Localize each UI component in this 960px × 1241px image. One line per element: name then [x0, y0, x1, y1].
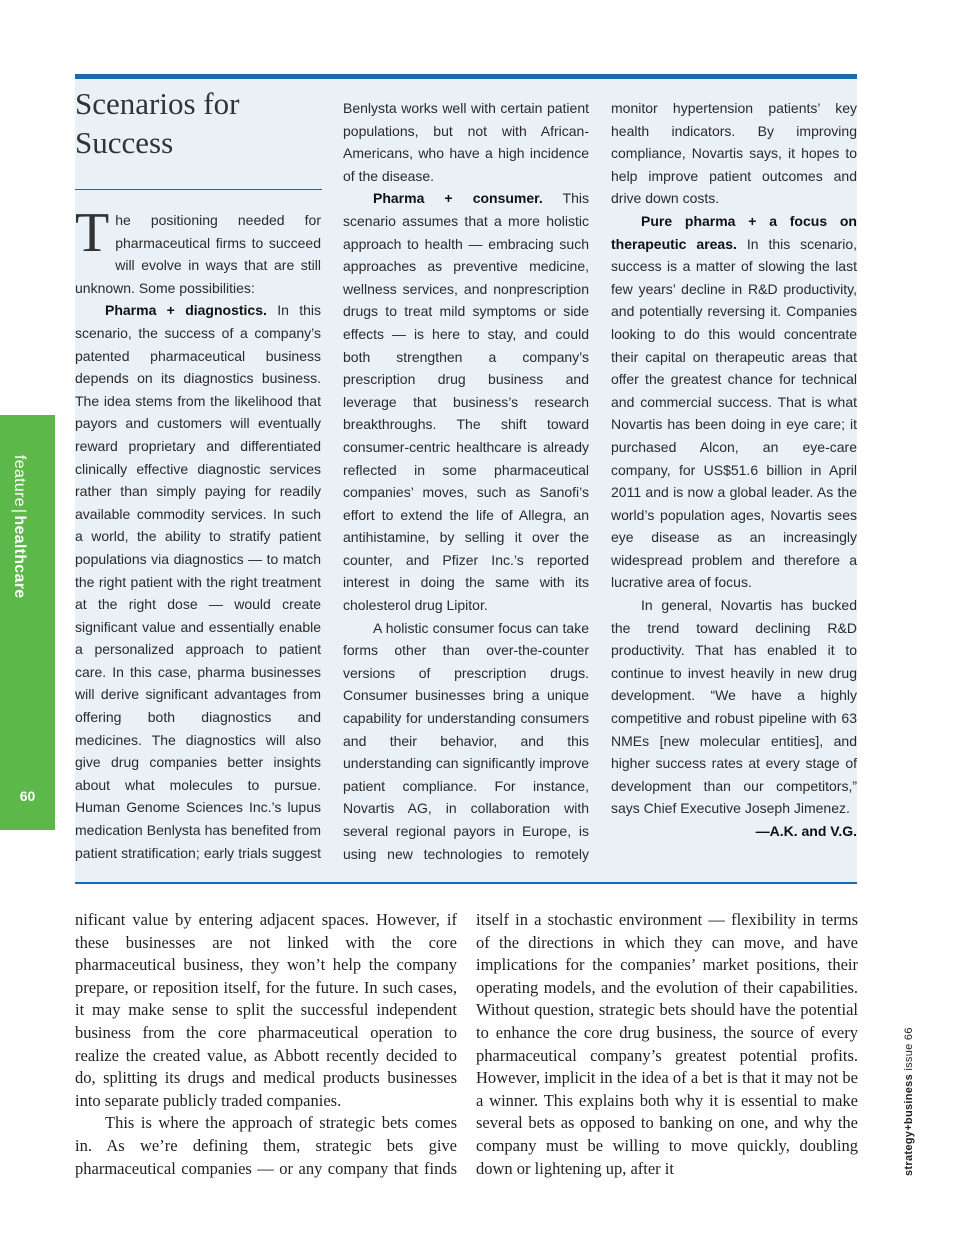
- body-pure-pharma: In this scenario, success is a matter of slowing the last few years’ decline in R&D productivity, and potentially reversing it. Companies looking to do this would concentrate their capital on therapeutic areas that offer the greatest chance for technical and commercial success. That is what Novartis has been doing in eye care; it purchased Alcon, an eye-care company, for US$51.6 billion in April 2011 and is now a global leader. As the world’s population ages, Novartis sees eye disease as an increasingly widespread problem and therefore a lucrative area of focus.: [611, 235, 857, 591]
- sidebar-bottom-rule: [75, 882, 857, 884]
- body-diagnostics: In this scenario, the success of a company’s patented pharmaceutical business depends on its diagnostics business. The idea stems from the likelihood that payors and customers will eventually reward proprietary and differentiated clinically effective diagnostic services rather than simply paying for readily available commodity services. In such a world, the ability to stratify patient populations via diagnostics — to match the right patient with the right treatment at the right dose — would create significant value and essentially enable a personalized approach to patient care. In this case, pharma businesses will derive significant advantages from offering both diagnostics and medicines. The diagnostics will also give drug companies better insights about what molecules to pursue. Human Genome Sciences Inc.’s lupus medication Benlysta has benefited from patient stratification; early trials suggest Benlysta works well with certain patient populations, but not with African-Americans, who have a high incidence of the disease.: [75, 100, 589, 861]
- paragraph-consumer: [343, 187, 589, 616]
- sidebar-intro: [75, 202, 321, 299]
- heading-diagnostics: Pharma + diagnostics.: [105, 302, 267, 319]
- section-label-bold: healthcare: [11, 515, 28, 599]
- paragraph-novartis: In general, Novartis has bucked the trend toward declining R&D productivity. That has enabled it to continue to invest heavily in new drug development. “We have a highly competitive and robust pipeline with 63 NMEs [new molecular entities], and higher success rates at every stage of development than our competitors,” says Chief Executive Joseph Jimenez.: [611, 597, 857, 817]
- body-paragraph-2: This is where the approach of strategic bets comes in. As we’re defining them, strategic bets give pharmaceutical companies — or any company that finds itself in a stochastic environment — flexibility in terms of the directions in which they can move, and have implications for the companies’ market positions, their operating models, and the evolution of their capabilities. Without question, strategic bets should have the potential to enhance the core drug business, the source of every pharmaceutical company’s greatest potential profits. However, implicit in the idea of a bet is that it may not be a winner. This explains both why it is essential to make several bets as opposed to banking on one, and why the company must be willing to move quickly, doubling down or lightening up, after it: [75, 910, 858, 1178]
- folio-publication: strategy+business: [903, 1073, 915, 1176]
- signature: —A.K. and V.G.: [755, 823, 857, 839]
- body-paragraph-1: nificant value by entering adjacent spaces. However, if these businesses are not linked with the core pharmaceutical business, they won’t help the company prepare, or reposition itself, for the future. In such cases, it may make sense to split the successful independent business from the core pharmaceutical operation to realize the created value, as Abbott recently decided to do, splitting its drugs and medical products businesses into separate publicly traded companies.: [75, 910, 457, 1110]
- body-text: [75, 909, 858, 1181]
- sidebar-title: Scenarios for Success: [75, 86, 240, 160]
- intro-text: he positioning needed for pharmaceutical firms to succeed will evolve in ways that are still unknown. Some possibilities:: [75, 212, 321, 296]
- title-spacer: [75, 97, 321, 209]
- folio-issue: issue 66: [903, 1027, 915, 1074]
- folio: [903, 1027, 915, 1176]
- section-label: feature|healthcare: [11, 455, 28, 599]
- paragraph-holistic: A holistic consumer focus can take forms other than over-the-counter versions of prescription drugs. Consumer businesses bring a unique capability for understanding consumers and their behavior, and this understanding can significantly improve patient compliance. For instance, Novartis AG, in collaboration with several regional payors in Europe, is using new technologies to remotely monitor hypertension patients’ key health indicators. By improving compliance, Novartis says, it hopes to help improve patient outcomes and drive down costs.: [343, 100, 857, 862]
- section-label-light: feature: [11, 455, 28, 507]
- heading-pure-pharma: Pure pharma + a focus on therapeutic areas.: [611, 212, 857, 252]
- body-consumer: This scenario assumes that a more holistic approach to health — embracing such approaches as preventive medicine, wellness services, and nonprescription drugs to treat mild symptoms or side effects — is here to stay, and could both strengthen a company’s prescription drug business and leverage that business’s research breakthroughs. The shift toward consumer-centric healthcare is already reflected in some pharmaceutical companies’ moves, such as Sanofi’s effort to extend the life of Allegra, an antihistamine, by selling it over the counter, and Pfizer Inc.’s reported interest in doing the same with its cholesterol drug Lipitor.: [343, 190, 589, 614]
- paragraph-pure-pharma: [611, 210, 857, 594]
- sidebar-text: [75, 97, 857, 867]
- page-number: 60: [19, 788, 36, 804]
- heading-consumer: Pharma + consumer.: [373, 190, 543, 207]
- drop-cap: T: [75, 202, 110, 264]
